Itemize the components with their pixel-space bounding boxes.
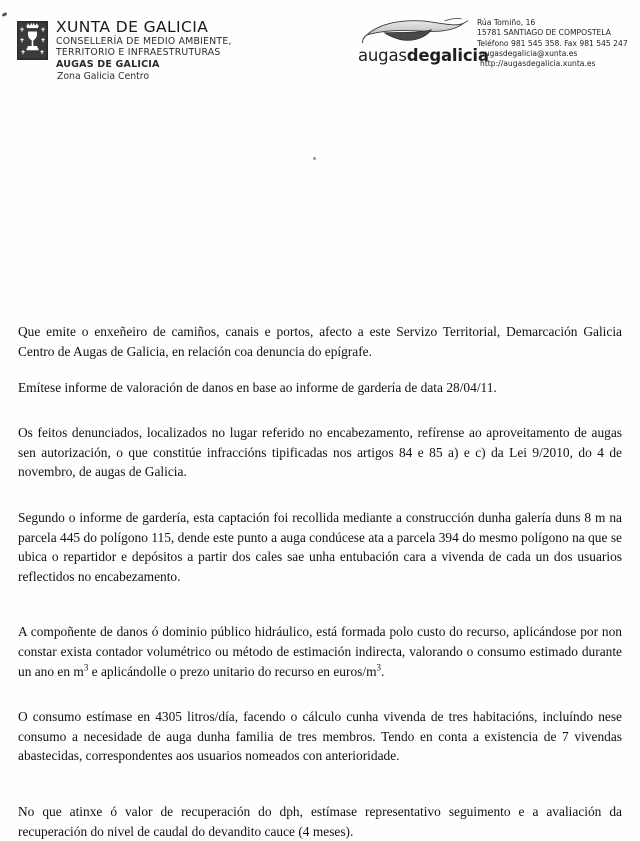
xunta-text-block — [56, 19, 232, 83]
paragraph-5-part-3: . — [381, 663, 385, 679]
letterhead-header — [0, 0, 640, 104]
contact-street: Rúa Tomiño, 16 — [477, 18, 536, 27]
water-wave-icon — [358, 17, 468, 47]
augas-brand-block — [358, 17, 628, 69]
contact-block — [477, 18, 628, 69]
scan-artifact-speck — [313, 157, 316, 160]
logo-word-augas: augas — [358, 46, 407, 65]
xunta-brand-block — [17, 19, 232, 83]
contact-email: augasdegalicia@xunta.es — [480, 48, 578, 58]
galicia-coat-of-arms — [17, 21, 48, 60]
paragraph-7: No que atinxe ó valor de recuperación do dph, estímase representativo seguimento e a avaliación da recuperación do nivel de caudal do devandito cauce (4 meses). — [18, 804, 622, 839]
org-unit: AUGAS DE GALICIA — [56, 58, 160, 70]
paragraph-6: O consumo estímase en 4305 litros/día, facendo o cálculo cunha vivenda de tres habitacións, incluíndo nese consumo a necesidade de auga dunha familia de tres membros. Tendo en conta a existencia de 7 vivendas abastecidas, correspondentes aos usuarios nomeados con anterioridade. — [18, 709, 622, 764]
paragraph-5 — [18, 622, 622, 681]
logo-word-galicia: galicia — [429, 46, 489, 65]
logo-word-de: de — [406, 46, 430, 65]
cubic-metre-superscript-2: 3 — [376, 662, 381, 673]
contact-website: http://augasdegalicia.xunta.es — [480, 59, 596, 69]
augas-logo-wordmark — [358, 46, 489, 65]
paragraph-2: Emítese informe de valoración de danos en base ao informe de gardería de data 28/04/11. — [18, 379, 497, 395]
augas-de-galicia-logo — [358, 17, 489, 65]
paragraph-1: Que emite o enxeñeiro de camiños, canais e portos, afecto a este Servizo Territorial, Demarcación Galicia Centro de Augas de Galicia, en relación coa denuncia do epígrafe. — [18, 324, 622, 359]
org-subtitle-line-2: TERRITORIO E INFRAESTRUTURAS — [56, 47, 221, 59]
org-zone: Zona Galicia Centro — [57, 71, 150, 83]
paragraph-5-part-1: A compoñente de danos ó dominio público hidráulico, está formada polo custo do recurso, aplicándose por non constar exista contador volumétrico ou método de estimación indirecta, valorando o consumo estimado durante un ano en m — [18, 624, 622, 679]
contact-phone-fax: Teléfono 981 545 358. Fax 981 545 247 — [477, 38, 628, 48]
paragraph-3: Os feitos denunciados, localizados no lugar referido no encabezamento, refírense ao aproveitamento de augas sen autorización, o que constitúe infraccións tipificadas nos artigos 84 e 85 a) e c) da Lei 9/2010, do 4 de novembro, de augas de Galicia. — [18, 425, 622, 480]
cubic-metre-superscript-1: 3 — [83, 662, 89, 673]
org-title: XUNTA DE GALICIA — [56, 18, 209, 36]
org-subtitle-line-1: CONSELLERÍA DE MEDIO AMBIENTE, — [56, 36, 232, 47]
document-body — [18, 322, 622, 841]
contact-city: 15781 SANTIAGO DE COMPOSTELA — [477, 28, 611, 38]
paragraph-5-part-2: e aplicándolle o prezo unitario do recurso en euros/m — [88, 663, 377, 679]
paragraph-4: Segundo o informe de gardería, esta captación foi recollida mediante a construcción dunha galería duns 8 m na parcela 445 do polígono 115, dende este punto a auga condúcese ata a parcela 394 do mesmo polígono na que se ubica o repartidor e depósitos a partir dos cales sae unha entubación cara a vivenda de cada un dos usuarios reflectidos no encabezamento. — [18, 510, 622, 584]
